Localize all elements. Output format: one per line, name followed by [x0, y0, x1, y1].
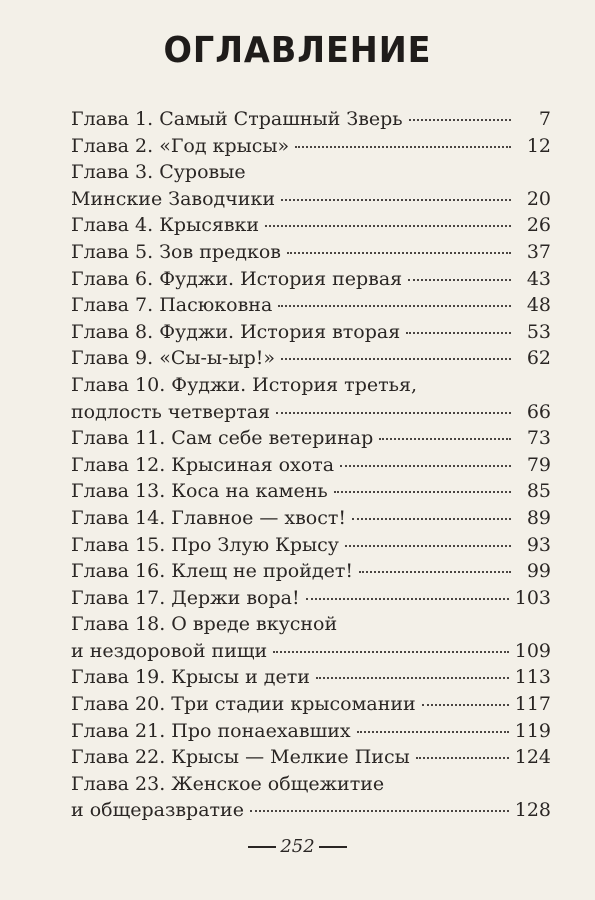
toc-entry-line: [71, 319, 551, 346]
dot-leader: [276, 412, 511, 414]
page-title: ОГЛАВЛЕНИЕ: [163, 30, 432, 71]
toc-entry: [71, 212, 551, 239]
dot-leader: [352, 518, 511, 520]
toc-entry-line: [71, 266, 551, 293]
toc-entry-line: [71, 345, 551, 372]
toc-entry-line: [71, 505, 551, 532]
toc-entry-title: Глава 23. Женское общежитие: [71, 772, 385, 795]
dot-leader: [278, 305, 511, 307]
toc-entry-title: Минские Заводчики: [71, 187, 276, 210]
toc-page-number: 43: [526, 267, 551, 290]
toc-entry: [71, 319, 551, 346]
toc-entry-line: [71, 797, 551, 824]
toc-entry-line: [71, 159, 551, 186]
toc-entry-title: Глава 3. Суровые: [71, 161, 246, 184]
toc-entry-title: подлость четвертая: [71, 400, 271, 423]
toc-entry-title: Глава 17. Держи вора!: [71, 586, 300, 609]
dot-leader: [265, 225, 511, 227]
dot-leader: [334, 491, 511, 493]
toc-entry: [71, 159, 551, 212]
toc-page-number: 109: [514, 639, 551, 662]
toc-entry: [71, 133, 551, 160]
toc-entry: [71, 771, 551, 824]
toc-entry-line: [71, 212, 551, 239]
toc-page-number: 85: [526, 480, 551, 503]
toc-entry-title: и общеразвратие: [71, 799, 244, 822]
toc-entry: [71, 585, 551, 612]
toc-entry-title: Глава 14. Главное — хвост!: [71, 506, 347, 529]
toc-page-number: 48: [526, 294, 551, 317]
toc-entry-line: [71, 638, 551, 665]
dot-leader: [345, 545, 511, 547]
dot-leader: [357, 731, 509, 733]
toc-page-number: 117: [514, 693, 551, 716]
toc-entry: [71, 239, 551, 266]
dot-leader: [406, 332, 511, 334]
toc-page-number: 37: [526, 240, 551, 263]
toc-page-number: 26: [526, 214, 551, 237]
toc-entry: [71, 372, 551, 425]
dot-leader: [409, 119, 511, 121]
toc-entry: [71, 505, 551, 532]
toc-entry: [71, 558, 551, 585]
toc-entry-line: [71, 585, 551, 612]
toc-entry-line: [71, 478, 551, 505]
toc-entry: [71, 691, 551, 718]
toc-entry-title: Глава 5. Зов предков: [71, 240, 282, 263]
toc-entry-line: [71, 771, 551, 798]
toc-entry-line: [71, 718, 551, 745]
dot-leader: [281, 358, 511, 360]
toc-page-number: 124: [514, 746, 551, 769]
toc-page-number: 89: [526, 506, 551, 529]
toc-page-number: 93: [526, 533, 551, 556]
toc-entry-title: Глава 11. Сам себе ветеринар: [71, 427, 374, 450]
toc-entry-title: Глава 1. Самый Страшный Зверь: [71, 108, 403, 130]
toc-entry-title: Глава 4. Крысявки: [71, 214, 260, 237]
toc-entry-title: Глава 21. Про понаехавших: [71, 719, 351, 742]
toc-entry-line: [71, 399, 551, 426]
dot-leader: [408, 279, 511, 281]
toc-entry-title: Глава 19. Крысы и дети: [71, 666, 310, 689]
toc-page-number: 128: [514, 799, 551, 822]
toc-page-number: 53: [526, 320, 551, 343]
dot-leader: [422, 704, 509, 706]
toc-entry-title: Глава 6. Фуджи. История первая: [71, 267, 403, 290]
toc-entry-line: [71, 425, 551, 452]
toc-page-number: 12: [526, 134, 551, 157]
toc-entry-title: Глава 2. «Год крысы»: [71, 134, 290, 157]
toc-entry-line: [71, 186, 551, 213]
toc-page-number: 103: [514, 586, 551, 609]
toc-page-number: 119: [514, 719, 551, 742]
toc-entry-title: Глава 12. Крысиная охота: [71, 453, 335, 476]
dot-leader: [379, 438, 511, 440]
toc-entry-line: [71, 372, 551, 399]
dot-leader: [273, 651, 509, 653]
toc-entry-line: [71, 611, 551, 638]
dot-leader: [287, 252, 511, 254]
toc-entry: [71, 744, 551, 771]
page-folio: [0, 836, 595, 857]
toc-entry-line: [71, 664, 551, 691]
toc-page-number: 66: [526, 400, 551, 423]
toc-entry-title: Глава 15. Про Злую Крысу: [71, 533, 339, 556]
table-of-contents: [71, 106, 551, 824]
toc-entry-title: Глава 18. О вреде вкусной: [71, 613, 338, 636]
dot-leader: [316, 677, 509, 679]
toc-entry: [71, 345, 551, 372]
toc-entry-title: Глава 9. «Сы-ы-ыр!»: [71, 347, 275, 370]
toc-page-number: 99: [526, 560, 551, 583]
toc-entry-title: и нездоровой пищи: [71, 639, 268, 662]
toc-entry: [71, 452, 551, 479]
toc-entry-line: [71, 452, 551, 479]
toc-entry: [71, 718, 551, 745]
dot-leader: [340, 465, 511, 467]
toc-entry-line: [71, 744, 551, 771]
toc-entry: [71, 292, 551, 319]
dot-leader: [416, 757, 509, 759]
toc-entry-line: [71, 239, 551, 266]
toc-page-number: 79: [526, 453, 551, 476]
toc-entry: [71, 478, 551, 505]
toc-entry-line: [71, 532, 551, 559]
toc-entry-title: Глава 10. Фуджи. История третья,: [71, 373, 417, 396]
dot-leader: [306, 598, 509, 600]
toc-entry-line: [71, 292, 551, 319]
toc-entry-title: Глава 8. Фуджи. История вторая: [71, 320, 401, 343]
toc-entry-line: [71, 558, 551, 585]
toc-entry: [71, 532, 551, 559]
toc-entry-line: [71, 133, 551, 160]
folio-rule-right: [319, 846, 347, 848]
toc-entry-title: Глава 20. Три стадии крысомании: [71, 693, 416, 716]
folio-number: 252: [280, 836, 315, 857]
toc-page-number: 62: [526, 347, 551, 370]
folio-rule-left: [248, 846, 276, 848]
toc-entry: [71, 266, 551, 293]
dot-leader: [281, 199, 511, 201]
toc-entry: [71, 425, 551, 452]
dot-leader: [250, 810, 509, 812]
toc-entry-line: [71, 106, 551, 133]
toc-entry-title: Глава 13. Коса на камень: [71, 480, 328, 503]
dot-leader: [359, 571, 511, 573]
toc-entry-title: Глава 16. Клещ не пройдет!: [71, 560, 353, 583]
toc-entry: [71, 106, 551, 133]
toc-entry-title: Глава 22. Крысы — Мелкие Писы: [71, 746, 410, 769]
toc-page-number: 73: [526, 427, 551, 450]
toc-entry: [71, 611, 551, 664]
toc-entry-line: [71, 691, 551, 718]
toc-entry-title: Глава 7. Пасюковна: [71, 294, 273, 317]
dot-leader: [295, 146, 511, 148]
toc-page-number: 20: [526, 187, 551, 210]
toc-page-number: 113: [514, 666, 551, 689]
toc-page-number: 7: [538, 108, 551, 130]
toc-entry: [71, 664, 551, 691]
